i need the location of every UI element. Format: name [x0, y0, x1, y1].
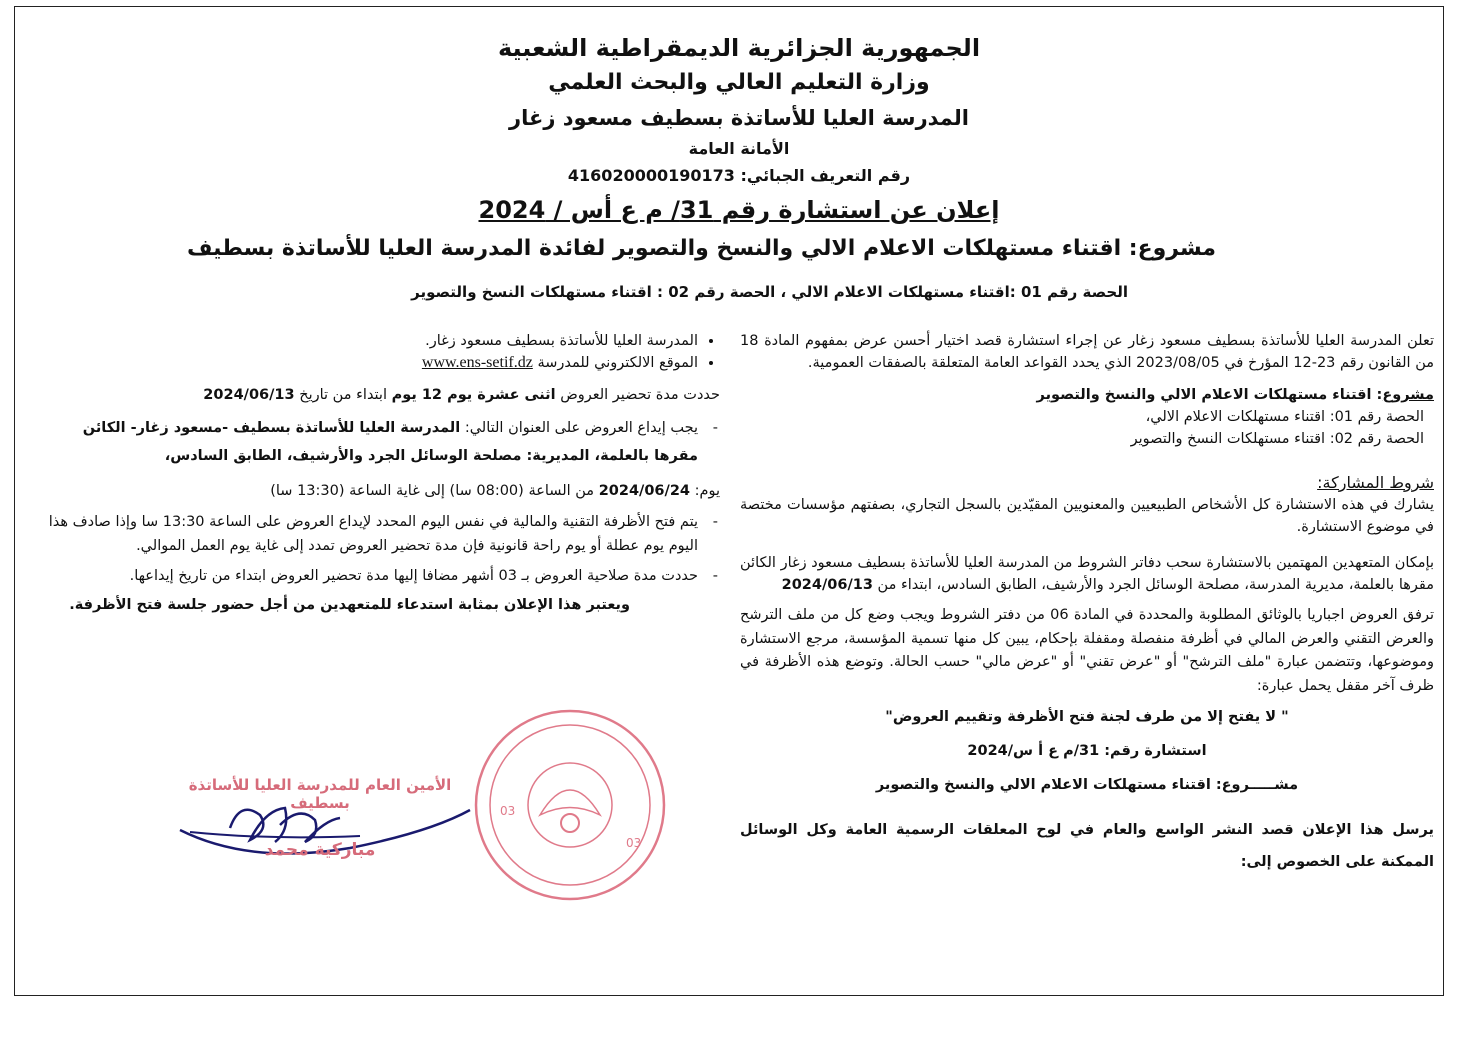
website-label: الموقع الالكتروني للمدرسة	[537, 355, 698, 371]
project-heading: مشروع: اقتناء مستهلكات الاعلام الالي والنسخ والتصوير لفائدة المدرسة العليا للأساتذة بسطيف	[186, 236, 1216, 261]
project-line	[740, 384, 1434, 406]
day-hours: من الساعة (08:00 سا) إلى غاية الساعة (13:30 سا)	[270, 483, 595, 499]
school-heading: المدرسة العليا للأساتذة بسطيف مسعود زغار	[509, 106, 969, 130]
tax-id: رقم التعريف الجبائي: 416020000190173	[567, 166, 911, 185]
consultation-number: استشارة رقم: 31/م ع أ س/2024	[967, 743, 1207, 759]
svg-text:03: 03	[500, 804, 516, 818]
lot-1: الحصة رقم 01: اقتناء مستهلكات الاعلام الالي،	[1145, 409, 1424, 425]
recipient-website	[40, 352, 698, 374]
period-bold: اثنى عشرة يوم 12 يوم	[391, 387, 556, 403]
announcement-title: إعلان عن استشارة رقم 31/ م ع أس / 2024	[478, 196, 1000, 224]
signatory-name: مباركية محمد	[264, 840, 376, 860]
recipient-school: • المدرسة العليا للأساتذة بسطيف مسعود زغار.	[40, 330, 698, 352]
intro-paragraph: تعلن المدرسة العليا للأساتذة بسطيف مسعود زغار عن إجراء استشارة قصد اختيار أحسن عرض بمفهوم المادة 18 من القانون رقم 23-12 المؤرخ في 2023/08/05 الذي يحدد القواعد العامة المتعلقة بالصفقات العمومية.	[740, 333, 1434, 371]
deposit-address: المدرسة العليا للأساتذة بسطيف -مسعود زغار- الكائن مقرها بالعلمة، المديرية: مصلحة الوسائل الجرد والأرشيف، الطابق السادس،	[82, 420, 698, 464]
docs-text: ترفق العروض اجباريا بالوثائق المطلوبة والمحددة في المادة 06 من دفتر الشروط ويجب وضع كل من ملف الترشح والعرض التقني والعرض المالي في أظرفة منفصلة ومقفلة بإحكام، يبين كل منها تسمية المؤسسة، مرجع الاستشارة وموضوعها، وتتضمن عبارة "ملف الترشح" أو "عرض تقني" أو "عرض مالي" حسب الحالة. وتوضع هذه الأظرفة في ظرف آخر مقفل يحمل عبارة:	[740, 607, 1434, 694]
period-mid: ابتداء من تاريخ	[299, 387, 387, 403]
secretariat-heading: الأمانة العامة	[688, 139, 790, 158]
validity-item: - حددت مدة صلاحية العروض بـ 03 أشهر مضافا إليها مدة تحضير العروض ابتداء من تاريخ إيداعها.	[40, 564, 698, 588]
conditions-list	[40, 414, 720, 470]
left-column	[40, 330, 720, 624]
svg-text:03: 03	[626, 836, 642, 850]
conditions-list-2	[40, 510, 720, 588]
withdraw-text: بإمكان المتعهدين المهتمين بالاستشارة سحب دفاتر الشروط من المدرسة العليا للأساتذة بسطيف مسعود زغار الكائن مقرها بالعلمة، مديرية المدرسة، مصلحة الوسائل الجرد والأرشيف، الطابق السادس، ابتداء من	[740, 555, 1434, 593]
recipients-list	[40, 330, 720, 374]
withdraw-date: 2024/06/13	[781, 577, 873, 593]
conditions-title: شروط المشاركة:	[1317, 473, 1434, 492]
project-repeat: مشـــــروع: اقتناء مستهلكات الاعلام الالي والنسخ والتصوير	[875, 777, 1299, 793]
conditions-text: يشارك في هذه الاستشارة كل الأشخاص الطبيعيين والمعنويين المقيّدين بالسجل التجاري، بصفتهم مؤسسات مختصة في موضوع الاستشارة.	[740, 497, 1434, 535]
right-column	[740, 330, 1434, 886]
period-paragraph	[40, 384, 720, 406]
deposit-item	[40, 414, 698, 470]
project-label: مشروع	[1382, 387, 1434, 403]
day-date: 2024/06/24	[598, 483, 690, 499]
handwritten-signature	[170, 770, 490, 880]
envelope-quote: " لا يفتح إلا من طرف لجنة فتح الأظرفة وتقييم العروض"	[885, 709, 1289, 725]
lots-heading: الحصة رقم 01 :اقتناء مستهلكات الاعلام الالي ، الحصة رقم 02 : اقتناء مستهلكات النسخ والتصوير	[411, 283, 1128, 301]
day-prefix: يوم:	[694, 483, 720, 499]
official-stamp	[470, 705, 670, 905]
ministry-heading: وزارة التعليم العالي والبحث العلمي	[548, 70, 930, 95]
period-prefix: حددت مدة تحضير العروض	[560, 387, 720, 403]
withdraw-paragraph	[740, 552, 1434, 596]
publish-text: يرسل هذا الإعلان قصد النشر الواسع والعام في لوح المعلقات الرسمية العامة وكل الوسائل الممكنة على الخصوص إلى:	[740, 822, 1434, 870]
republic-heading: الجمهورية الجزائرية الديمقراطية الشعبية	[497, 34, 981, 62]
project-text: : اقتناء مستهلكات الاعلام الالي والنسخ والتصوير	[1036, 387, 1383, 403]
final-note: ويعتبر هذا الإعلان بمثابة استدعاء للمتعهدين من أجل حضور جلسة فتح الأظرفة.	[69, 597, 630, 613]
period-date: 2024/06/13	[203, 387, 295, 403]
deposit-prefix: يجب إيداع العروض على العنوان التالي:	[464, 420, 698, 436]
deposit-day	[40, 480, 720, 502]
lot-2: الحصة رقم 02: اقتناء مستهلكات النسخ والتصوير	[1130, 431, 1424, 447]
website-link[interactable]: www.ens-setif.dz	[421, 354, 533, 371]
signatory-title: الأمين العام للمدرسة العليا للأساتذة بسطيف	[188, 776, 452, 812]
opening-item: - يتم فتح الأظرفة التقنية والمالية في نفس اليوم المحدد لإيداع العروض على الساعة 13:30 سا وإذا صادف هذا اليوم يوم عطلة أو يوم راحة قانونية فإن مدة تحضير العروض تمدد إلى غاية يوم العمل الموالي.	[40, 510, 698, 558]
